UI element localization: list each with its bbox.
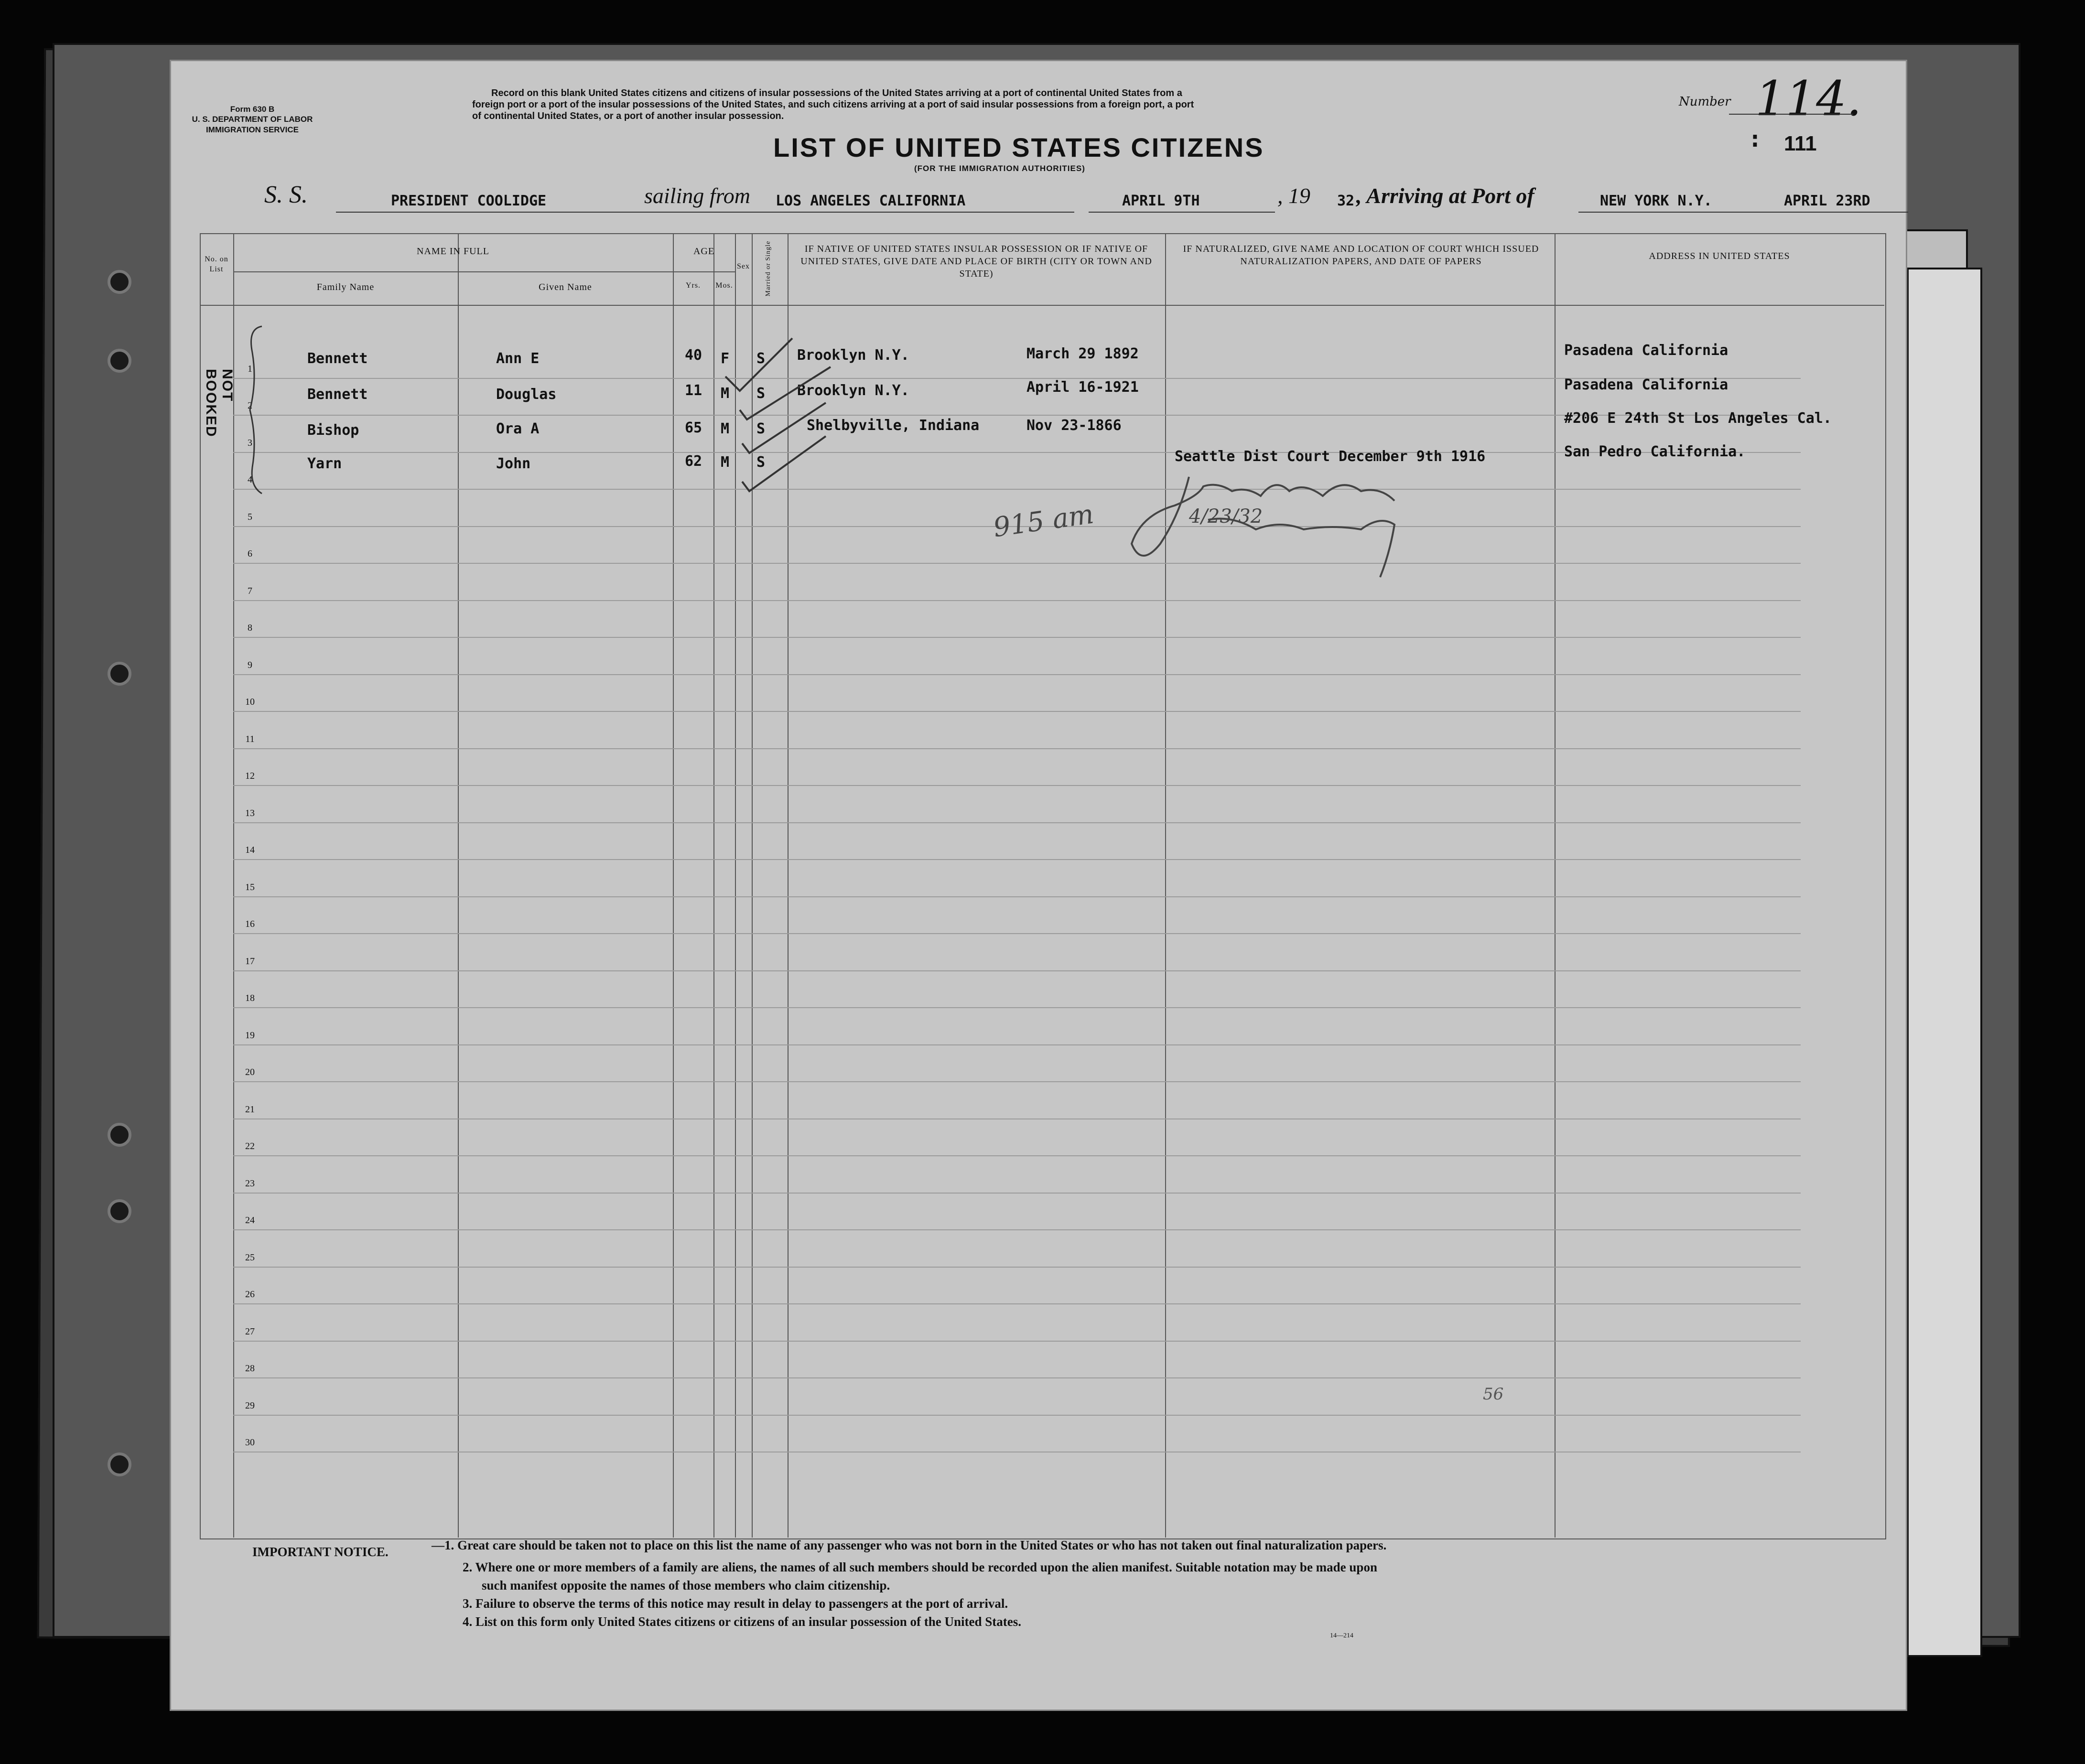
row-line bbox=[233, 1229, 1801, 1230]
row-number: 26 bbox=[245, 1289, 255, 1300]
header-given-name: Given Name bbox=[539, 282, 592, 292]
intro-line: Record on this blank United States citizens and citizens of insular possessions of the United States arriving at a port of continental United States from a bbox=[491, 88, 1182, 98]
bracket-icon bbox=[243, 324, 271, 496]
intro-text bbox=[472, 87, 1772, 122]
row-number: 5 bbox=[248, 511, 252, 522]
row-line bbox=[233, 1341, 1801, 1342]
from-underline bbox=[773, 212, 1074, 213]
header-name-in-full: NAME IN FULL bbox=[417, 246, 489, 257]
row-number: 17 bbox=[245, 956, 255, 967]
row-1-given: Ann E bbox=[496, 350, 540, 367]
row-number: 19 bbox=[245, 1030, 255, 1041]
row-number: 1 bbox=[248, 363, 252, 374]
check-marks-icon bbox=[697, 290, 850, 501]
department: U. S. DEPARTMENT OF LABOR bbox=[192, 115, 313, 124]
row-2-sex: M bbox=[721, 385, 730, 402]
row-line bbox=[233, 1044, 1801, 1045]
page-title: LIST OF UNITED STATES CITIZENS bbox=[773, 132, 1264, 162]
intro-line: of continental United States, or a port of another insular possession. bbox=[472, 111, 784, 121]
row-number: 30 bbox=[245, 1437, 255, 1448]
header-yrs: Yrs. bbox=[685, 281, 701, 290]
header-naturalized: IF NATURALIZED, GIVE NAME AND LOCATION OF COURT WHICH ISSUED NATURALIZATION PAPERS, AND DATE OF PAPERS bbox=[1183, 244, 1539, 267]
row-line bbox=[233, 970, 1801, 971]
row-line bbox=[233, 637, 1801, 638]
row-number: 13 bbox=[245, 807, 255, 818]
header-family-name: Family Name bbox=[316, 282, 375, 292]
form-number: Form 630 B bbox=[230, 105, 275, 114]
col-line bbox=[458, 233, 459, 1538]
row-4-ms: S bbox=[756, 454, 766, 471]
page-subtitle: (FOR THE IMMIGRATION AUTHORITIES) bbox=[914, 164, 1085, 173]
not-booked-stamp: NOT BOOKED bbox=[203, 369, 235, 438]
row-3-date: Nov 23-1866 bbox=[1026, 417, 1122, 434]
manifest-page bbox=[170, 60, 1907, 1711]
header-married-single: Married or Single bbox=[764, 240, 772, 297]
row-4-yrs: 62 bbox=[685, 453, 702, 470]
row-number: 7 bbox=[248, 585, 252, 596]
row-line bbox=[233, 822, 1801, 823]
row-number: 27 bbox=[245, 1326, 255, 1337]
row-line bbox=[233, 489, 1801, 490]
row-line bbox=[233, 748, 1801, 749]
row-number: 9 bbox=[248, 659, 252, 670]
row-number: 20 bbox=[245, 1067, 255, 1077]
number-underline bbox=[1729, 114, 1853, 115]
notice-item-1: —1. Great care should be taken not to place on this list the name of any passenger who was not born in the United States or who has not taken out final naturalization papers. bbox=[432, 1538, 1387, 1552]
form-header bbox=[181, 104, 324, 135]
row-2-given: Douglas bbox=[496, 386, 557, 403]
signature-date: 4/23/32 bbox=[1189, 506, 1263, 527]
number-value: 114. bbox=[1755, 71, 1862, 127]
row-line bbox=[233, 711, 1801, 712]
handwritten-time: 915 am bbox=[991, 498, 1096, 544]
row-number: 6 bbox=[248, 549, 252, 559]
row-number: 8 bbox=[248, 623, 252, 633]
age-subdivider bbox=[673, 271, 735, 272]
row-1-yrs: 40 bbox=[685, 347, 702, 364]
row-line bbox=[233, 600, 1801, 601]
notice-item-4: 4. List on this form only United States citizens or citizens of an insular possession of the United States. bbox=[463, 1614, 1022, 1629]
row-line bbox=[233, 1081, 1801, 1082]
notice-line-1 bbox=[252, 1540, 1887, 1558]
row-3-given: Ora A bbox=[496, 420, 540, 437]
row-number: 14 bbox=[245, 845, 255, 855]
row-line bbox=[233, 785, 1801, 786]
to-port: NEW YORK N.Y. bbox=[1600, 193, 1712, 209]
row-line bbox=[233, 859, 1801, 860]
row-line bbox=[233, 1377, 1801, 1378]
header-no-on-list: No. on List bbox=[205, 255, 228, 273]
row-line bbox=[233, 1415, 1801, 1416]
binder-hole bbox=[108, 662, 131, 686]
row-3-sex: M bbox=[721, 420, 730, 437]
arrive-date: APRIL 23RD bbox=[1784, 193, 1870, 209]
row-number: 21 bbox=[245, 1104, 255, 1115]
row-number: 12 bbox=[245, 771, 255, 781]
row-2-ms: S bbox=[756, 385, 766, 402]
row-number: 28 bbox=[245, 1363, 255, 1374]
binder-hole bbox=[108, 349, 131, 373]
row-number: 29 bbox=[245, 1400, 255, 1411]
notice-item-2-cont: such manifest opposite the names of those members who claim citizenship. bbox=[482, 1578, 890, 1592]
notice-item-3: 3. Failure to observe the terms of this notice may result in delay to passengers at the port of arrival. bbox=[463, 1596, 1008, 1611]
notice-heading: IMPORTANT NOTICE. bbox=[252, 1545, 389, 1559]
row-2-place: Brooklyn N.Y. bbox=[797, 382, 909, 399]
row-1-place: Brooklyn N.Y. bbox=[797, 347, 909, 364]
row-2-yrs: 11 bbox=[685, 382, 702, 399]
row-number: 15 bbox=[245, 882, 255, 893]
row-4-sex: M bbox=[721, 454, 730, 471]
ship-underline bbox=[336, 212, 804, 213]
year-prefix: , 19 bbox=[1277, 183, 1310, 208]
arriving-label: , Arriving at Port of bbox=[1356, 183, 1534, 208]
signature-icon bbox=[1122, 458, 1457, 601]
row-4-naturalization: Seattle Dist Court December 9th 1916 bbox=[1175, 448, 1486, 465]
header-mos: Mos. bbox=[715, 281, 733, 290]
notice-item-2: 2. Where one or more members of a family are aliens, the names of all such members should be recorded upon the alien manifest. Suitable notation may be made upon bbox=[463, 1560, 1377, 1574]
row-number: 4 bbox=[248, 474, 252, 485]
binder-hole bbox=[108, 1452, 131, 1476]
binder-hole bbox=[108, 1199, 131, 1223]
row-3-family: Bishop bbox=[307, 422, 359, 439]
stamp-number: 111 bbox=[1784, 132, 1817, 155]
row-number: 16 bbox=[245, 919, 255, 929]
date-underline bbox=[1089, 212, 1275, 213]
port-underline bbox=[1578, 212, 1908, 213]
row-1-ms: S bbox=[756, 350, 766, 367]
row-line bbox=[233, 933, 1801, 934]
col-line bbox=[1555, 233, 1556, 1538]
col-line bbox=[673, 233, 674, 1538]
row-2-address: Pasadena California bbox=[1564, 376, 1728, 393]
row-4-address: San Pedro California. bbox=[1564, 443, 1746, 460]
header-birth: IF NATIVE OF UNITED STATES INSULAR POSSESSION OR IF NATIVE OF UNITED STATES, GIVE DATE AND PLACE OF BIRTH (CITY OR TOWN AND STATE) bbox=[800, 244, 1152, 279]
row-1-address: Pasadena California bbox=[1564, 342, 1728, 359]
row-number: 25 bbox=[245, 1252, 255, 1263]
binder-hole bbox=[108, 1123, 131, 1147]
row-number: 3 bbox=[248, 437, 252, 448]
row-line bbox=[233, 1193, 1801, 1194]
row-number: 24 bbox=[245, 1215, 255, 1226]
from-port: LOS ANGELES CALIFORNIA bbox=[776, 193, 966, 209]
row-number: 22 bbox=[245, 1141, 255, 1151]
row-line bbox=[233, 563, 1801, 564]
row-1-family: Bennett bbox=[307, 350, 368, 367]
row-line bbox=[233, 1155, 1801, 1156]
row-number: 23 bbox=[245, 1178, 255, 1189]
row-number: 11 bbox=[245, 733, 255, 744]
row-4-given: John bbox=[496, 455, 531, 472]
row-4-family: Yarn bbox=[307, 455, 342, 472]
ss-label: S. S. bbox=[264, 181, 308, 208]
col-line bbox=[1165, 233, 1166, 1538]
page-mark: 56 bbox=[1483, 1385, 1504, 1404]
row-number: 10 bbox=[245, 697, 255, 707]
row-number: 18 bbox=[245, 993, 255, 1003]
intro-line: foreign port or a port of the insular possessions of the United States, and such citizens arriving at a port of said insular possessions from a foreign port, a port bbox=[472, 99, 1194, 110]
row-2-family: Bennett bbox=[307, 386, 368, 403]
number-label: Number bbox=[1679, 95, 1731, 109]
row-line bbox=[233, 674, 1801, 675]
row-number: 2 bbox=[248, 400, 252, 411]
header-age: AGE bbox=[693, 246, 715, 257]
sail-year: 32 bbox=[1337, 193, 1355, 209]
row-3-address: #206 E 24th St Los Angeles Cal. bbox=[1564, 410, 1832, 427]
row-2-date: April 16-1921 bbox=[1026, 379, 1139, 396]
sailing-label: sailing from bbox=[644, 183, 750, 208]
row-3-place: Shelbyville, Indiana bbox=[807, 417, 980, 434]
header-divider bbox=[200, 305, 1884, 306]
stamp-number-colon: : bbox=[1748, 126, 1762, 152]
name-subdivider bbox=[233, 271, 673, 272]
row-line bbox=[233, 1267, 1801, 1268]
sail-date: APRIL 9TH bbox=[1122, 193, 1200, 209]
row-1-date: March 29 1892 bbox=[1026, 345, 1139, 362]
header-address: ADDRESS IN UNITED STATES bbox=[1649, 251, 1790, 261]
ship-name: PRESIDENT COOLIDGE bbox=[391, 193, 547, 209]
row-line bbox=[233, 896, 1801, 897]
service: IMMIGRATION SERVICE bbox=[206, 125, 299, 134]
row-3-yrs: 65 bbox=[685, 419, 702, 436]
header-sex: Sex bbox=[737, 262, 750, 270]
row-1-sex: F bbox=[721, 350, 730, 367]
important-notice bbox=[252, 1540, 1887, 1631]
binder-hole bbox=[108, 270, 131, 294]
print-code: 14—214 bbox=[1330, 1632, 1353, 1639]
row-line bbox=[233, 1007, 1801, 1008]
row-3-ms: S bbox=[756, 420, 766, 437]
underlying-page-2 bbox=[1907, 268, 1982, 1657]
row-line bbox=[233, 1303, 1801, 1304]
